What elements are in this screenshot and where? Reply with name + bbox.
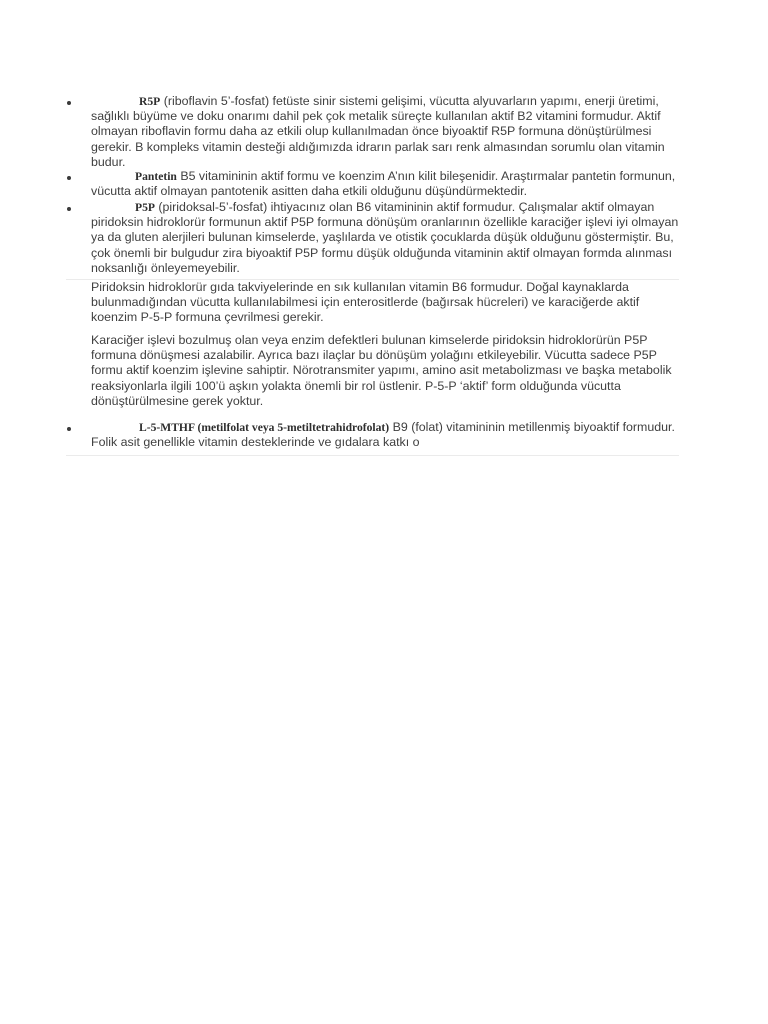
bullet-icon [67,427,71,431]
list-item-pantetin [64,169,680,199]
list-item-r5p [64,94,680,170]
item-text [91,169,680,199]
item-lead: Pantetin [135,170,177,183]
list-item-l5mthf [64,420,680,450]
item-text [91,94,680,170]
list-item-p5p [64,200,680,276]
paragraph-karaciger: Karaciğer işlevi bozulmuş olan veya enzim defektleri bulunan kimselerde piridoksin hidroklorürün P5P formuna dönüşmesi azalabilir. Ayrıca bazı ilaçlar bu dönüşüm yolağını etkileyebilir. Vücutta sadece P5P formu aktif koenzim işlevine sahiptir. Nörotransmiter yapımı, amino asit metabolizması ve başka metabolik reaksiyonlarla ilgili 100’ü aşkın yolakta önemli bir rol üstlenir. P-5-P ‘aktif’ form olduğunda vücutta dönüştürülmesine gerek yoktur. [91,333,672,408]
bullet-icon [67,207,71,211]
bullet-icon [67,176,71,180]
item-body: (riboflavin 5’-fosfat) fetüste sinir sistemi gelişimi, vücutta alyuvarların yapımı, enerji üretimi, sağlıklı büyüme ve doku onarımı dahil pek çok metalik süreçte kullanılan aktif B2 vitamini formudur. Aktif olmayan riboflavin formu daha az etkili olup kullanılmadan önce biyoaktif R5P formuna dönüştürülmesi gerekir. B kompleks vitamin desteği aldığımızda idrarın parlak sarı renk almasından sorumlu olan vitamin budur. [91,94,665,169]
item-body: (piridoksal-5’-fosfat) ihtiyacınız olan B6 vitamininin aktif formudur. Çalışmalar aktif olmayan piridoksin hidroklorür formunun aktif P5P formuna dönüşüm oranlarının özellikle karaciğer işlevi iyi olmayan ya da gluten alerjileri bulunan kimselerde, yaşlılarda ve otistik çocuklarda düşük olduğunu göstermiştir. Bu, çok önemli bir bulgudur zira biyoaktif P5P formu düşük olduğunda vitaminin aktif olmayan formda alınması noksanlığı önleyemeyebilir. [91,200,679,275]
item-lead: R5P [139,95,161,108]
item-lead: L-5-MTHF (metilfolat veya 5-metiltetrahidrofolat) [139,421,390,434]
divider [66,455,679,456]
item-body: B9 (folat) vitamininin metillenmiş biyoaktif formudur. Folik asit genellikle vitamin desteklerinde ve gıdalara katkı o [91,420,675,450]
item-text [91,200,680,276]
paragraph-piridoksin: Piridoksin hidroklorür gıda takviyelerinde en sık kullanılan vitamin B6 formudur. Doğal kaynaklarda bulunmadığından vücutta kullanılabilmesi için enterositlerde (bağırsak hücreleri) ve karaciğerde aktif koenzim P-5-P formuna çevrilmesi gerekir. [91,280,640,325]
bullet-icon [67,101,71,105]
item-lead: P5P [135,201,155,214]
item-text [91,420,680,450]
item-body: B5 vitamininin aktif formu ve koenzim A’nın kilit bileşenidir. Araştırmalar pantetin formunun, vücutta aktif olmayan pantotenik asitten daha etkili olduğunu düşündürmektedir. [91,169,676,199]
